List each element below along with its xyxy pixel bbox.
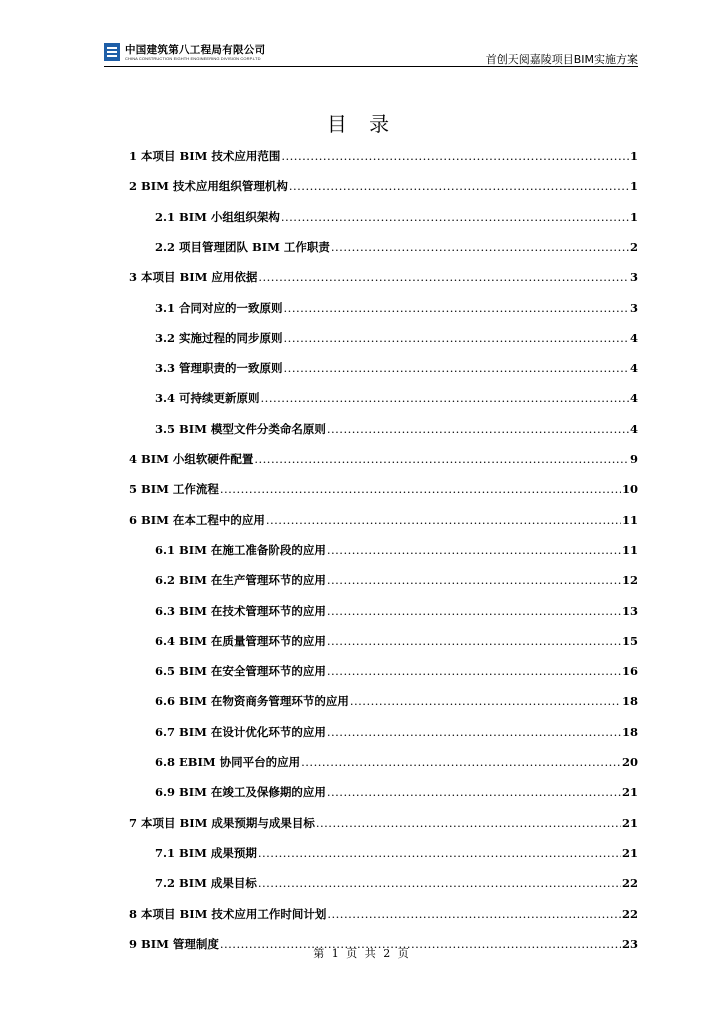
- toc-entry[interactable]: [155, 330, 638, 346]
- toc-entry-page: 22: [621, 876, 638, 891]
- toc-entry[interactable]: [155, 421, 638, 437]
- toc-entry-page: 11: [621, 542, 638, 557]
- toc-dot-leader: [281, 210, 629, 224]
- toc-entry-page: 3: [629, 300, 638, 315]
- toc-entry-page: 10: [621, 482, 638, 497]
- toc-entry[interactable]: [155, 754, 638, 770]
- toc-entry-label: 8 本项目 BIM 技术应用工作时间计划: [129, 906, 327, 921]
- toc-entry-label: 3.1 合同对应的一致原则: [155, 300, 283, 315]
- toc-dot-leader: [261, 391, 629, 405]
- cscec-logo-icon: [104, 43, 120, 61]
- toc-entry[interactable]: [155, 693, 638, 709]
- document-title: 首创天阅嘉陵项目BIM实施方案: [485, 53, 638, 66]
- toc-dot-leader: [327, 422, 629, 436]
- toc-entry[interactable]: [129, 451, 638, 467]
- toc-dot-leader: [266, 513, 621, 527]
- toc-entry-page: 12: [621, 573, 638, 588]
- toc-dot-leader: [316, 816, 621, 830]
- toc-entry-label: 3 本项目 BIM 应用依据: [129, 270, 258, 285]
- toc-entry-label: 2.2 项目管理团队 BIM 工作职责: [155, 239, 330, 254]
- toc-entry-page: 21: [621, 785, 638, 800]
- toc-heading: 目 录: [326, 112, 398, 136]
- toc-dot-leader: [258, 876, 621, 890]
- toc-entry-label: 9 BIM 管理制度: [129, 936, 219, 951]
- toc-entry[interactable]: [129, 269, 638, 285]
- toc-entry[interactable]: [155, 633, 638, 649]
- toc-entry-label: 7.1 BIM 成果预期: [155, 845, 257, 860]
- toc-entry-page: 16: [621, 664, 638, 679]
- toc-dot-leader: [220, 482, 621, 496]
- toc-entry-label: 7.2 BIM 成果目标: [155, 876, 257, 891]
- toc-dot-leader: [327, 573, 621, 587]
- company-name-cn: 中国建筑第八工程局有限公司: [125, 44, 266, 56]
- toc-entry-page: 3: [629, 270, 638, 285]
- toc-entry[interactable]: [129, 512, 638, 528]
- toc-entry-label: 4 BIM 小组软硬件配置: [129, 452, 254, 466]
- toc-dot-leader: [284, 301, 629, 315]
- toc-entry-page: 18: [621, 694, 638, 709]
- toc-entry-label: 3.2 实施过程的同步原则: [155, 330, 283, 345]
- toc-dot-leader: [327, 907, 621, 921]
- toc-dot-leader: [350, 694, 621, 708]
- toc-entry-page: 4: [629, 391, 638, 406]
- toc-entry-page: 13: [621, 603, 638, 618]
- toc-entry[interactable]: [155, 239, 638, 255]
- toc-entry-page: 4: [629, 421, 638, 436]
- toc-entry-page: 9: [629, 452, 638, 466]
- toc-dot-leader: [281, 149, 629, 163]
- toc-entry-label: 6.9 BIM 在竣工及保修期的应用: [155, 785, 326, 800]
- toc-entry-label: 6.5 BIM 在安全管理环节的应用: [155, 664, 326, 679]
- toc-entry[interactable]: [129, 178, 638, 194]
- toc-entry[interactable]: [155, 209, 638, 225]
- toc-entry-page: 21: [621, 845, 638, 860]
- toc-entry-page: 22: [621, 906, 638, 921]
- toc-entry-label: 6 BIM 在本工程中的应用: [129, 512, 265, 527]
- company-name-en: CHINA CONSTRUCTION EIGHTH ENGINEERING DIVISION CORP.LTD: [125, 56, 261, 61]
- page-footer: 第 1 页 共 2 页: [313, 947, 411, 960]
- toc-dot-leader: [258, 846, 621, 860]
- toc-entry[interactable]: [155, 603, 638, 619]
- toc-dot-leader: [331, 240, 629, 254]
- page-header: [104, 38, 638, 68]
- toc-dot-leader: [327, 634, 621, 648]
- toc-entry-page: 2: [629, 239, 638, 254]
- toc-dot-leader: [284, 331, 629, 345]
- toc-entry-label: 6.1 BIM 在施工准备阶段的应用: [155, 542, 326, 557]
- toc-entry-label: 6.6 BIM 在物资商务管理环节的应用: [155, 694, 349, 709]
- toc-entry[interactable]: [129, 481, 638, 497]
- toc-entry-label: 6.2 BIM 在生产管理环节的应用: [155, 573, 326, 588]
- header-divider: [104, 66, 638, 67]
- toc-dot-leader: [284, 361, 629, 375]
- toc-entry-page: 15: [621, 633, 638, 648]
- toc-entry[interactable]: [155, 845, 638, 861]
- toc-entry[interactable]: [155, 875, 638, 891]
- toc-dot-leader: [254, 452, 629, 466]
- toc-entry-label: 6.3 BIM 在技术管理环节的应用: [155, 603, 326, 618]
- toc-entry-label: 2.1 BIM 小组组织架构: [155, 209, 280, 224]
- toc-entry[interactable]: [129, 906, 638, 922]
- toc-entry[interactable]: [155, 300, 638, 316]
- toc-entry[interactable]: [155, 784, 638, 800]
- toc-entry-page: 4: [629, 330, 638, 345]
- toc-entry-page: 21: [621, 815, 638, 830]
- toc-entry-page: 23: [621, 936, 638, 951]
- toc-entry[interactable]: [155, 724, 638, 740]
- toc-entry-page: 1: [629, 149, 638, 163]
- toc-dot-leader: [301, 755, 621, 769]
- toc-entry-page: 4: [629, 361, 638, 376]
- toc-entry-page: 1: [629, 209, 638, 224]
- toc-dot-leader: [327, 725, 621, 739]
- toc-entry-label: 7 本项目 BIM 成果预期与成果目标: [129, 815, 315, 830]
- toc-entry[interactable]: [155, 542, 638, 558]
- toc-entry-label: 2 BIM 技术应用组织管理机构: [129, 179, 288, 194]
- toc-entry[interactable]: [155, 390, 638, 406]
- toc-entry-label: 1 本项目 BIM 技术应用范围: [129, 149, 281, 163]
- toc-entry[interactable]: [155, 663, 638, 679]
- toc-entry[interactable]: [155, 360, 638, 376]
- toc-entry-label: 6.4 BIM 在质量管理环节的应用: [155, 633, 326, 648]
- toc-dot-leader: [327, 785, 621, 799]
- toc-entry-label: 5 BIM 工作流程: [129, 482, 219, 497]
- toc-dot-leader: [327, 664, 621, 678]
- toc-entry[interactable]: [155, 572, 638, 588]
- toc-entry-label: 3.5 BIM 模型文件分类命名原则: [155, 421, 326, 436]
- toc-entry-page: 1: [629, 179, 638, 194]
- toc-entry[interactable]: [129, 815, 638, 831]
- toc-entry-label: 3.3 管理职责的一致原则: [155, 361, 283, 376]
- toc-entry-label: 6.7 BIM 在设计优化环节的应用: [155, 724, 326, 739]
- toc-entry-label: 6.8 EBIM 协同平台的应用: [155, 755, 301, 769]
- toc-entry[interactable]: [129, 148, 638, 164]
- toc-entry-page: 11: [621, 512, 638, 527]
- toc-dot-leader: [327, 543, 621, 557]
- toc-dot-leader: [258, 270, 629, 284]
- toc-dot-leader: [289, 179, 629, 193]
- toc-entry-page: 20: [621, 755, 638, 769]
- toc-dot-leader: [327, 604, 621, 618]
- toc-entry-label: 3.4 可持续更新原则: [155, 391, 260, 406]
- toc-entry-page: 18: [621, 724, 638, 739]
